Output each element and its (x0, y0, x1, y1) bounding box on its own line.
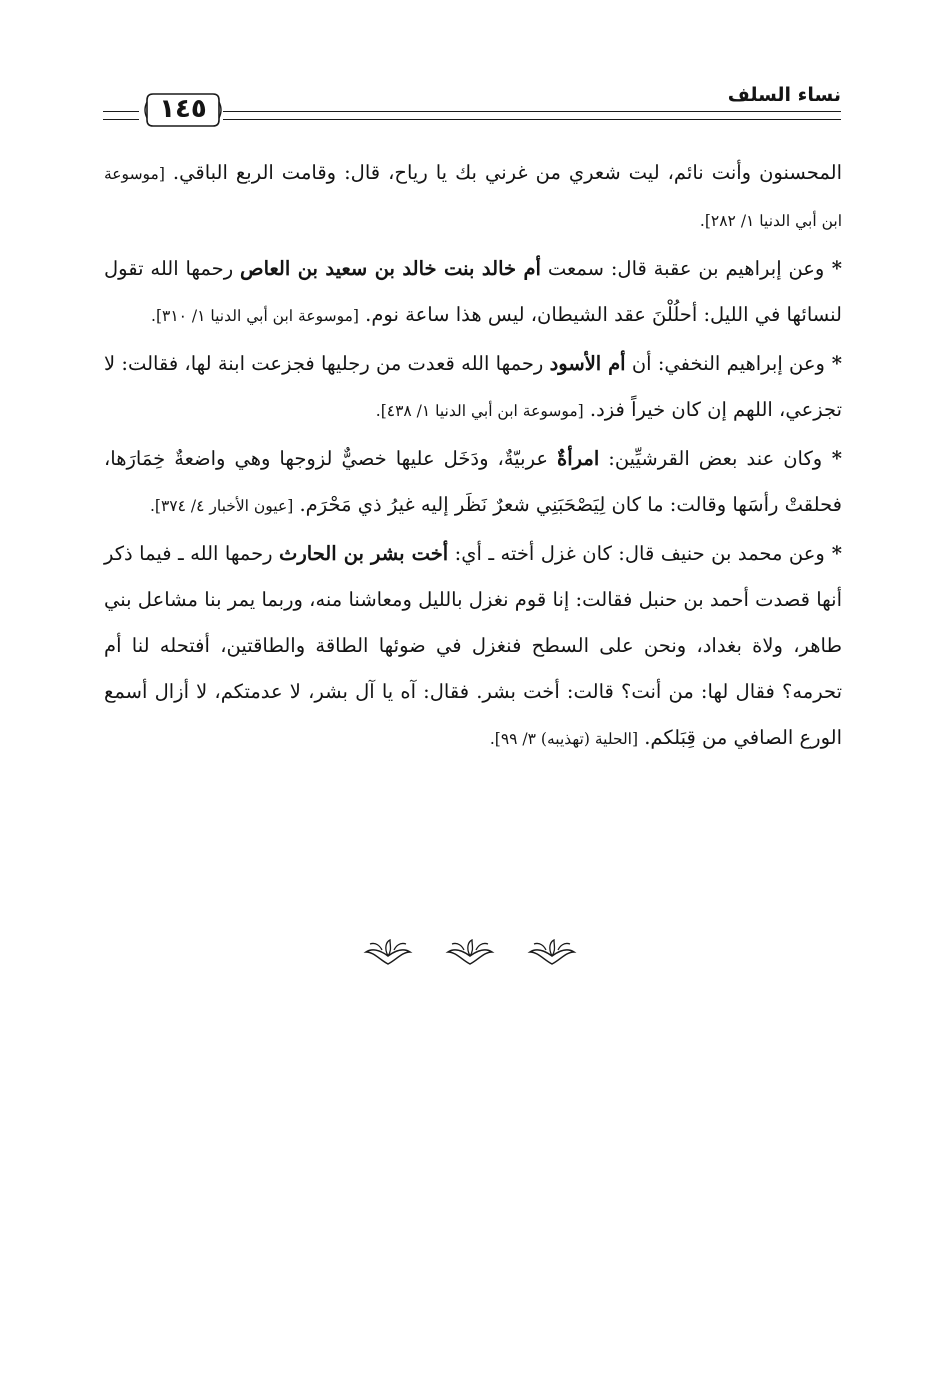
paragraph (104, 436, 842, 529)
header-rule-left-bottom (103, 119, 139, 120)
paragraph (104, 531, 842, 762)
header-rule-bottom (223, 119, 841, 120)
paragraph-text: عربيّةٌ، ودَخَل عليها خصيٌّ لزوجها وهي واضعةٌ خِمَارَها، فحلقتْ رأسَها وقالت: ما كان لِيَصْحَبَنِي شعرٌ نَظَر إليه غيرُ ذي مَحْرَم. (104, 447, 842, 516)
running-title: نساء السلف (727, 84, 841, 106)
page-number: ١٤٥ (159, 94, 207, 124)
floral-ornament-icon (524, 934, 580, 970)
bold-name: أم خالد بنت خالد بن سعيد بن العاص (240, 257, 541, 280)
bullet-asterisk: * (824, 352, 842, 375)
bullet-asterisk: * (824, 257, 842, 280)
floral-ornament-icon (442, 934, 498, 970)
paragraph (104, 246, 842, 339)
paragraph-text: رحمها الله قعدت من رجليها فجزعت ابنة لها، فقالت: لا تجزعي، اللهم إن كان خيراً فزد. (104, 352, 842, 421)
bullet-asterisk: * (822, 447, 842, 470)
paragraph-text: وعن محمد بن حنيف قال: كان غزل أخته ـ أي: (448, 542, 825, 565)
bold-name: أخت بشر بن الحارث (279, 542, 449, 565)
body-text (104, 150, 842, 764)
page-number-frame (143, 88, 223, 132)
paragraph-text: الباقي. (172, 161, 228, 184)
header-rule-left-top (103, 111, 139, 112)
source-reference: [موسوعة ابن أبي الدنيا ١/ ٢٨٢]. (104, 165, 842, 230)
source-reference: [عيون الأخبار ٤/ ٣٧٤]. (149, 497, 294, 515)
floral-ornament-icon (360, 934, 416, 970)
section-end-ornaments (360, 930, 580, 974)
source-reference: [موسوعة ابن أبي الدنيا ١/ ٣١٠]. (151, 307, 359, 325)
paragraph-text: وعن إبراهيم النخفي: أن (625, 352, 825, 375)
source-reference: [الحلية (تهذيبه) ٣/ ٩٩]. (489, 730, 639, 748)
bold-name: امرأةٌ (556, 447, 600, 470)
paragraph-text: المحسنون وأنت نائم، ليت شعري من غرني بك يا رياح، قال: وقامت الربع (235, 161, 842, 184)
bold-name: أم الأسود (549, 352, 626, 375)
paragraph-text: رحمها الله تقول لنسائها في الليل: أحلُلْنَ عقد الشيطان، ليس هذا ساعة نوم. (104, 257, 842, 326)
paragraph-text: وكان عند بعض القرشيِّين: (599, 447, 823, 470)
source-reference: [موسوعة ابن أبي الدنيا ١/ ٤٣٨]. (375, 402, 584, 420)
page-header (103, 70, 841, 130)
paragraph-text: رحمها الله ـ فيما ذكر أنها قصدت أحمد بن حنبل فقالت: إنا قوم نغزل بالليل ومعاشنا منه، وربما يمر بنا مشاعل بني طاهر، ولاة بغداد، ونحن على السطح فنغزل في ضوئها الطاقة والطاقتين، أفتحله لنا أم تحرمه؟ فقال لها: من أنت؟ قالت: أخت بشر. فقال: آه يا آل بشر، لا عدمتكم، لا أزال أسمع الورع الصافي من قِبَلكم. (104, 542, 842, 749)
header-rule-top (223, 111, 841, 112)
paragraph (104, 341, 842, 434)
paragraph-text: وعن إبراهيم بن عقبة قال: سمعت (540, 257, 825, 280)
paragraph (104, 150, 842, 244)
bullet-asterisk: * (824, 542, 842, 565)
